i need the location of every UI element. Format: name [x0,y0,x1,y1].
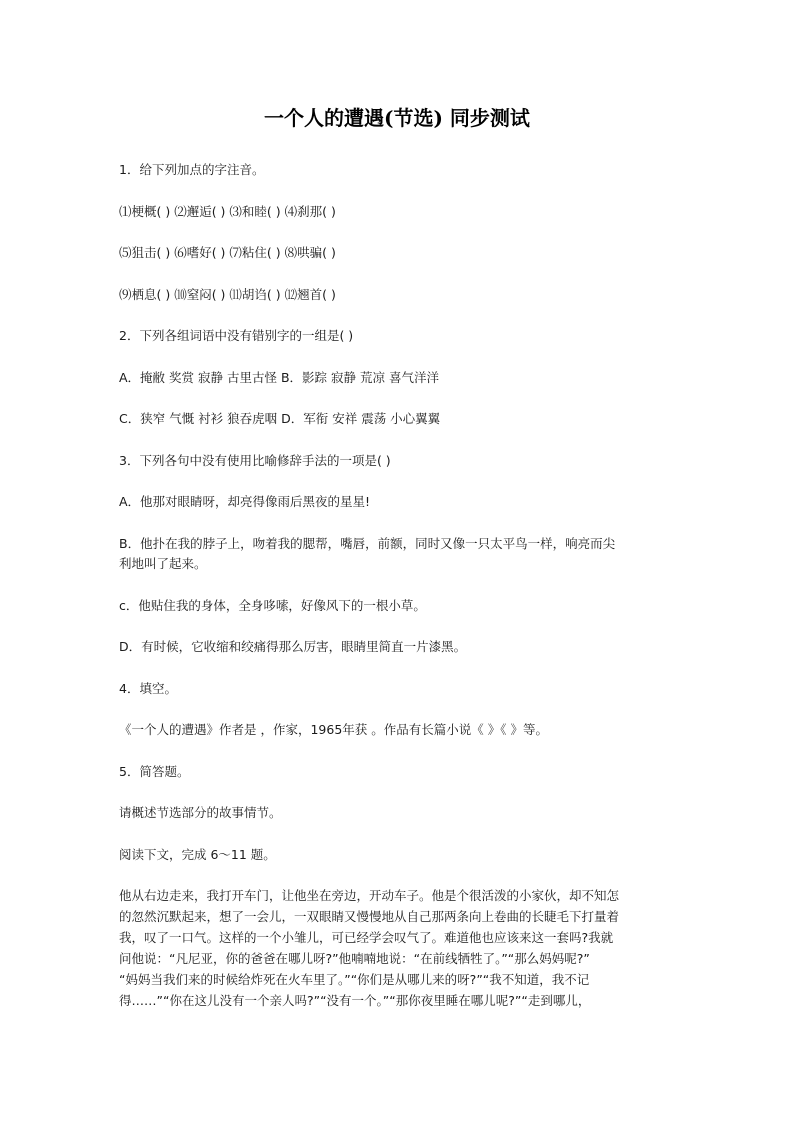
question-3-option-b-line-2: 利地叫了起来。 [119,556,207,571]
question-4-heading: 4．填空。 [119,681,177,696]
question-5-body: 请概述节选部分的故事情节。 [119,805,282,820]
reading-passage [119,885,677,1011]
passage-line: 我，叹了一口气。这样的一个小雏儿，可已经学会叹气了。难道他也应该来这一套吗?我就 [119,930,614,945]
passage-line: 的忽然沉默起来，想了一会儿，一双眼睛又慢慢地从自己那两条向上卷曲的长睫毛下打量着 [119,909,620,924]
question-5-heading: 5．简答题。 [119,764,190,779]
passage-line: 他从右边走来，我打开车门，让他坐在旁边，开动车子。他是个很活泼的小家伙，却不知怎 [119,888,620,903]
passage-line: 问他说：“凡尼亚，你的爸爸在哪儿呀?”他喃喃地说：“在前线牺牲了。”“那么妈妈呢?” [119,951,590,966]
reading-intro: 阅读下文，完成 6～11 题。 [119,847,276,862]
question-1-row-2: ⑸狙击( ) ⑹嗜好( ) ⑺粘住( ) ⑻哄骗( ) [119,245,336,260]
question-1-row-3: ⑼栖息( ) ⑽窒闷( ) ⑾胡诌( ) ⑿翘首( ) [119,287,336,302]
passage-line: “妈妈当我们来的时候给炸死在火车里了。”“你们是从哪儿来的呀?”“我不知道，我不记 [119,972,590,987]
question-2-options-ab: A．掩敝 奖赏 寂静 古里古怪 B．影踪 寂静 荒凉 喜气洋洋 [119,370,439,385]
question-2-heading: 2．下列各组词语中没有错别字的一组是( ) [119,328,354,343]
passage-line: 得……”“你在这儿没有一个亲人吗?”“没有一个。”“那你夜里睡在哪儿呢?”“走到哪儿， [119,993,591,1008]
question-3-option-b-line-1: B．他扑在我的脖子上，吻着我的腮帮，嘴唇，前额，同时又像一只太平鸟一样，响亮而尖 [119,536,616,551]
page-title: 一个人的遭遇(节选) 同步测试 [264,106,530,130]
question-3-option-c: c．他贴住我的身体，全身哆嗦，好像风下的一根小草。 [119,598,426,613]
question-1-row-1: ⑴梗概( ) ⑵邂逅( ) ⑶和睦( ) ⑷刹那( ) [119,204,336,219]
question-3-option-a: A．他那对眼睛呀，却亮得像雨后黑夜的星星! [119,494,371,509]
question-4-body: 《一个人的遭遇》作者是 ，作家，1965年获 。作品有长篇小说《 》《 》等。 [119,722,548,737]
question-1-heading: 1．给下列加点的字注音。 [119,162,265,177]
question-2-options-cd: C．狭窄 气慨 衬衫 狼吞虎咽 D．军衔 安祥 震荡 小心翼翼 [119,411,441,426]
question-3-heading: 3．下列各句中没有使用比喻修辞手法的一项是( ) [119,453,391,468]
question-3-option-d: D．有时候，它收缩和绞痛得那么厉害，眼睛里简直一片漆黑。 [119,639,467,654]
